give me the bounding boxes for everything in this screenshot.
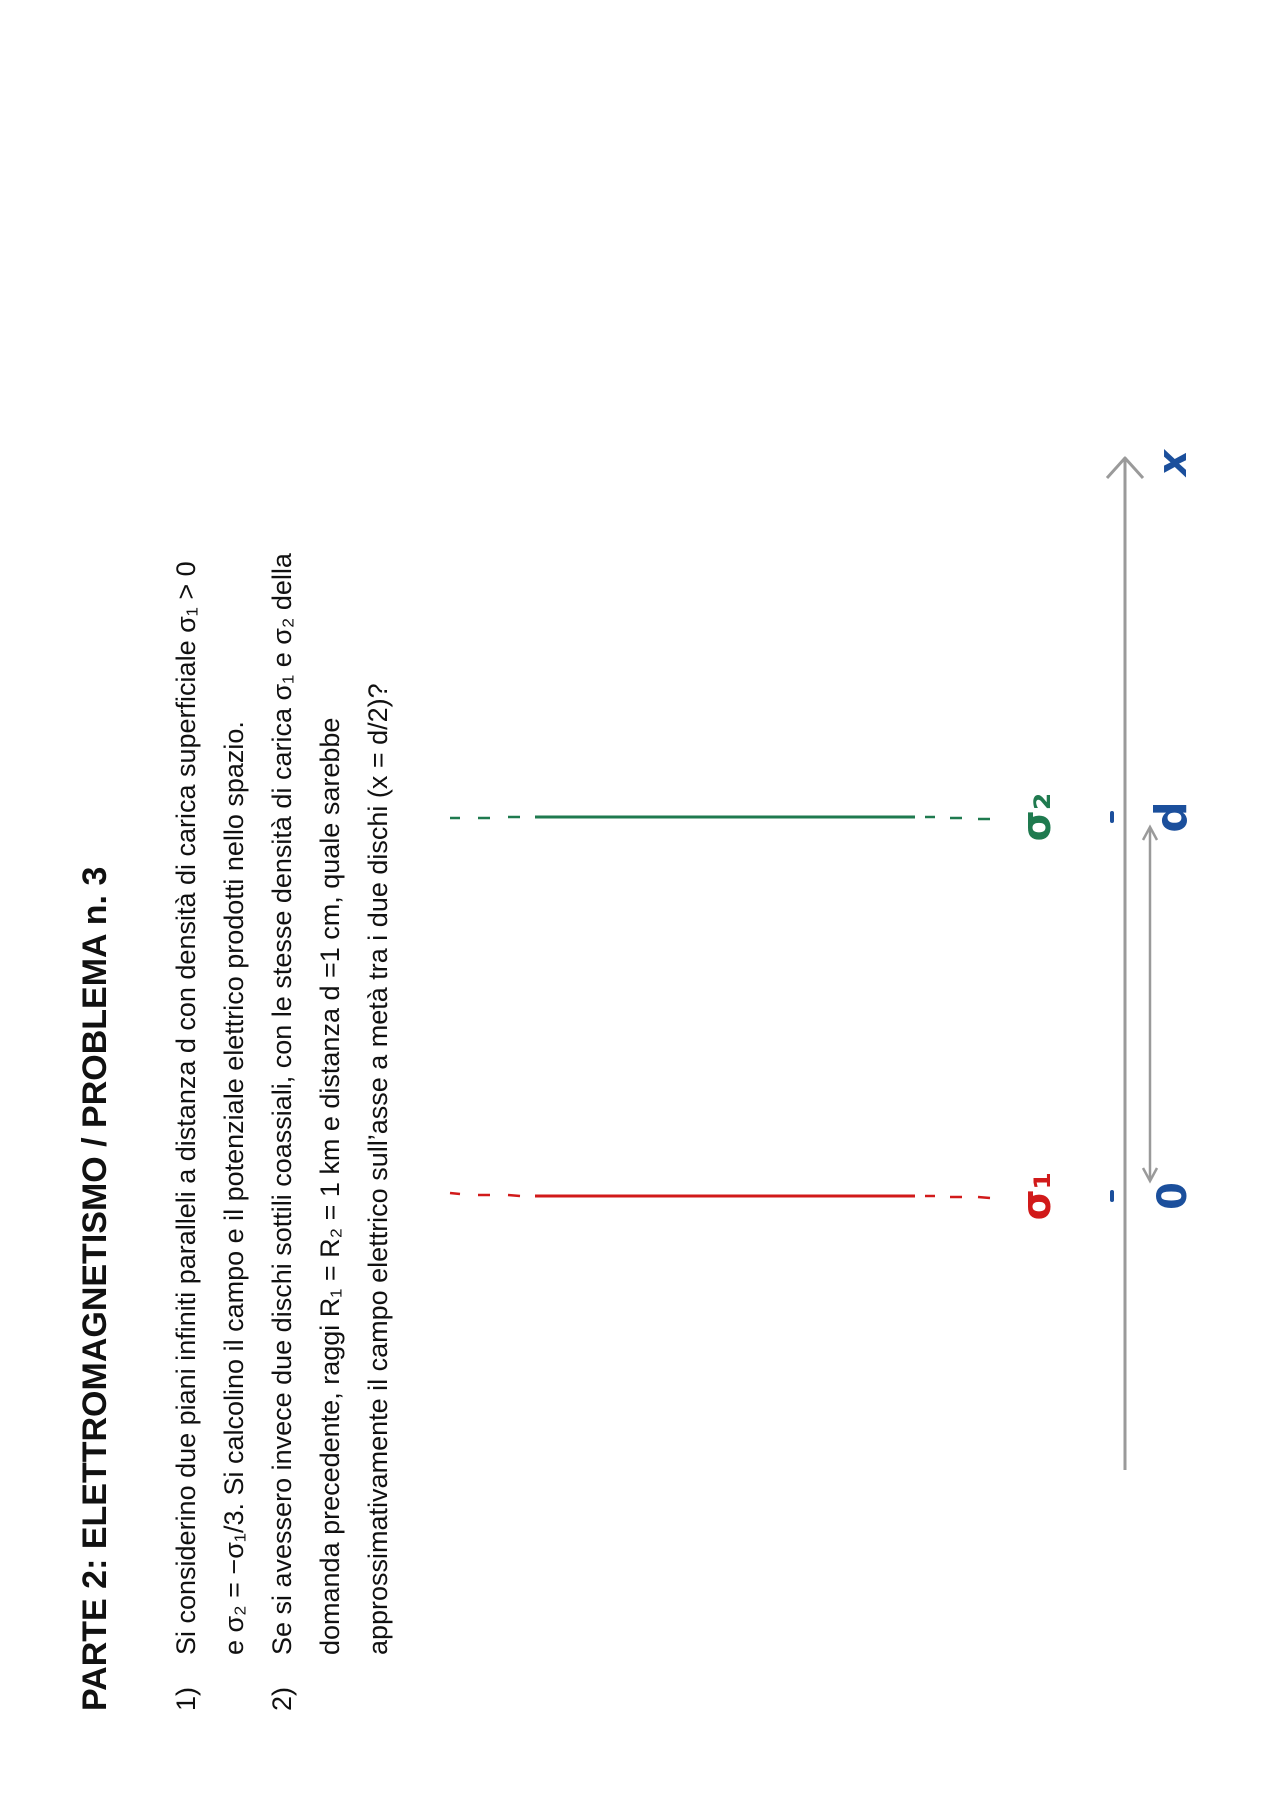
plate1-dash <box>450 1193 460 1194</box>
distance-label: d <box>1146 801 1197 833</box>
problem-line: Se si avessero invece due dischi sottili coassiali, con le stesse densità di carica σ₁ e σ₂ della <box>267 553 297 1655</box>
axis-label: x <box>1150 450 1196 476</box>
problem-line: approssimativamente il campo elettrico sull’asse a metà tra i due dischi (x = d/2)? <box>363 683 393 1655</box>
problem-line: domanda precedente, raggi R₁ = R₂ = 1 km e distanza d =1 cm, quale sarebbe <box>315 717 345 1655</box>
plate1-dash <box>508 1195 520 1196</box>
plate-sigma2 <box>450 817 990 819</box>
plate-sigma1 <box>450 1193 990 1198</box>
problem-line: Si considerino due piani infiniti paralleli a distanza d con densità di carica superficiale σ₁ > 0 <box>171 561 201 1655</box>
problem-line: e σ₂ = −σ₁/3. Si calcolino il campo e il potenziale elettrico prodotti nello spazio. <box>219 721 249 1655</box>
x-axis <box>1107 458 1143 1470</box>
problem-number: 2) <box>267 1686 297 1711</box>
plate1-dash <box>978 1197 990 1198</box>
page-title: PARTE 2: ELETTROMAGNETISMO / PROBLEMA n. 3 <box>76 866 114 1711</box>
origin-label: 0 <box>1150 1182 1196 1210</box>
problem-number: 1) <box>171 1686 201 1711</box>
plate1-label: σ₁ <box>1014 1171 1060 1221</box>
plate2-label: σ₂ <box>1014 792 1060 842</box>
distance-arrow <box>1143 827 1157 1181</box>
